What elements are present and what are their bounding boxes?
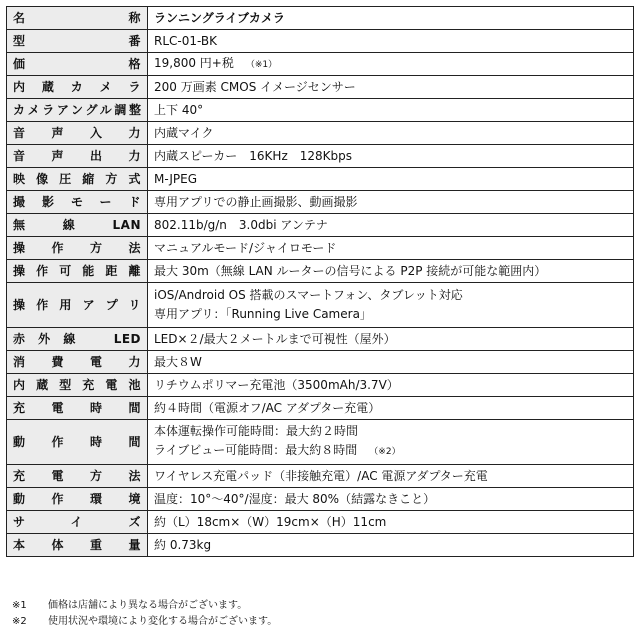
row-value-line: 本体運転操作可能時間：最大約２時間 — [154, 424, 359, 438]
row-label: 名 称 — [7, 7, 148, 30]
row-label: 操作用アプリ — [7, 283, 148, 328]
row-value-line: 専用アプリ：「Running Live Camera」 — [154, 307, 372, 321]
table-row — [7, 465, 634, 488]
footnote-ref: （※2） — [369, 447, 401, 457]
row-label: 音声入力 — [7, 122, 148, 145]
row-label: 撮影モード — [7, 191, 148, 214]
table-row — [7, 168, 634, 191]
row-label: 消費電力 — [7, 351, 148, 374]
row-label: 価 格 — [7, 53, 148, 76]
row-label: 内蔵カメラ — [7, 76, 148, 99]
row-value: 内蔵スピーカー 16KHz 128Kbps — [148, 145, 634, 168]
table-row — [7, 237, 634, 260]
row-value: マニュアルモード/ジャイロモード — [148, 237, 634, 260]
row-label: 内蔵型充電池 — [7, 374, 148, 397]
row-value: 専用アプリでの静止画撮影、動画撮影 — [148, 191, 634, 214]
table-row — [7, 53, 634, 76]
row-label: 音声出力 — [7, 145, 148, 168]
table-row — [7, 122, 634, 145]
row-value: ワイヤレス充電パッド（非接触充電）/AC 電源アダプター充電 — [148, 465, 634, 488]
table-row — [7, 488, 634, 511]
row-label: 型 番 — [7, 30, 148, 53]
row-value: 内蔵マイク — [148, 122, 634, 145]
liveview-time-text: ライブビュー可能時間：最大約８時間 — [154, 443, 358, 457]
row-value: 約 0.73kg — [148, 534, 634, 557]
table-row — [7, 76, 634, 99]
table-row — [7, 420, 634, 465]
row-value: 約４時間（電源オフ/AC アダプター充電） — [148, 397, 634, 420]
row-label: 赤外線 LED — [7, 328, 148, 351]
price-text: 19,800 円+税 — [154, 55, 234, 70]
table-row — [7, 30, 634, 53]
table-row — [7, 328, 634, 351]
table-row — [7, 145, 634, 168]
footnote — [12, 614, 632, 630]
row-label: 操作可能距離 — [7, 260, 148, 283]
footnote-mark: ※2 — [12, 616, 27, 627]
row-label: 動作時間 — [7, 420, 148, 465]
table-row — [7, 374, 634, 397]
footnote — [12, 598, 632, 614]
table-row — [7, 397, 634, 420]
row-label: 動作環境 — [7, 488, 148, 511]
row-value-line — [154, 441, 627, 462]
table-row — [7, 351, 634, 374]
row-label: サイズ — [7, 511, 148, 534]
table-row — [7, 214, 634, 237]
row-label: 本体重量 — [7, 534, 148, 557]
row-value: 200 万画素 CMOS イメージセンサー — [148, 76, 634, 99]
row-label: カメラアングル調整 — [7, 99, 148, 122]
footnote-ref: （※1） — [245, 59, 278, 70]
table-row — [7, 191, 634, 214]
row-value: RLC-01-BK — [148, 30, 634, 53]
row-value: M-JPEG — [148, 168, 634, 191]
row-value: 最大８W — [148, 351, 634, 374]
row-value: 約（L）18cm×（W）19cm×（H）11cm — [148, 511, 634, 534]
footnote-text: 価格は店舗により異なる場合がございます。 — [48, 600, 248, 611]
spec-table — [6, 6, 634, 557]
footnote-text: 使用状況や環境により変化する場合がございます。 — [48, 616, 278, 627]
row-value — [148, 420, 634, 465]
row-label: 映像圧縮方式 — [7, 168, 148, 191]
row-value-line: iOS/Android OS 搭載のスマートフォン、タブレット対応 — [154, 288, 463, 302]
row-label: 充電時間 — [7, 397, 148, 420]
row-label: 無 線 LAN — [7, 214, 148, 237]
row-value — [148, 283, 634, 328]
row-label: 操作方法 — [7, 237, 148, 260]
table-row — [7, 99, 634, 122]
row-value: 最大 30m（無線 LAN ルーターの信号による P2P 接続が可能な範囲内） — [148, 260, 634, 283]
table-row — [7, 511, 634, 534]
table-row — [7, 260, 634, 283]
row-value — [148, 53, 634, 76]
row-value: 802.11b/g/n 3.0dbi アンテナ — [148, 214, 634, 237]
table-row — [7, 534, 634, 557]
row-value: 上下 40° — [148, 99, 634, 122]
footnotes — [12, 598, 632, 630]
table-row — [7, 7, 634, 30]
footnote-mark: ※1 — [12, 600, 27, 611]
table-row — [7, 283, 634, 328]
row-value: 温度：10°～40°/湿度：最大 80%（結露なきこと） — [148, 488, 634, 511]
row-value: リチウムポリマー充電池（3500mAh/3.7V） — [148, 374, 634, 397]
row-value: LED×２/最大２メートルまで可視性（屋外） — [148, 328, 634, 351]
row-value: ランニングライブカメラ — [148, 7, 634, 30]
row-label: 充電方法 — [7, 465, 148, 488]
